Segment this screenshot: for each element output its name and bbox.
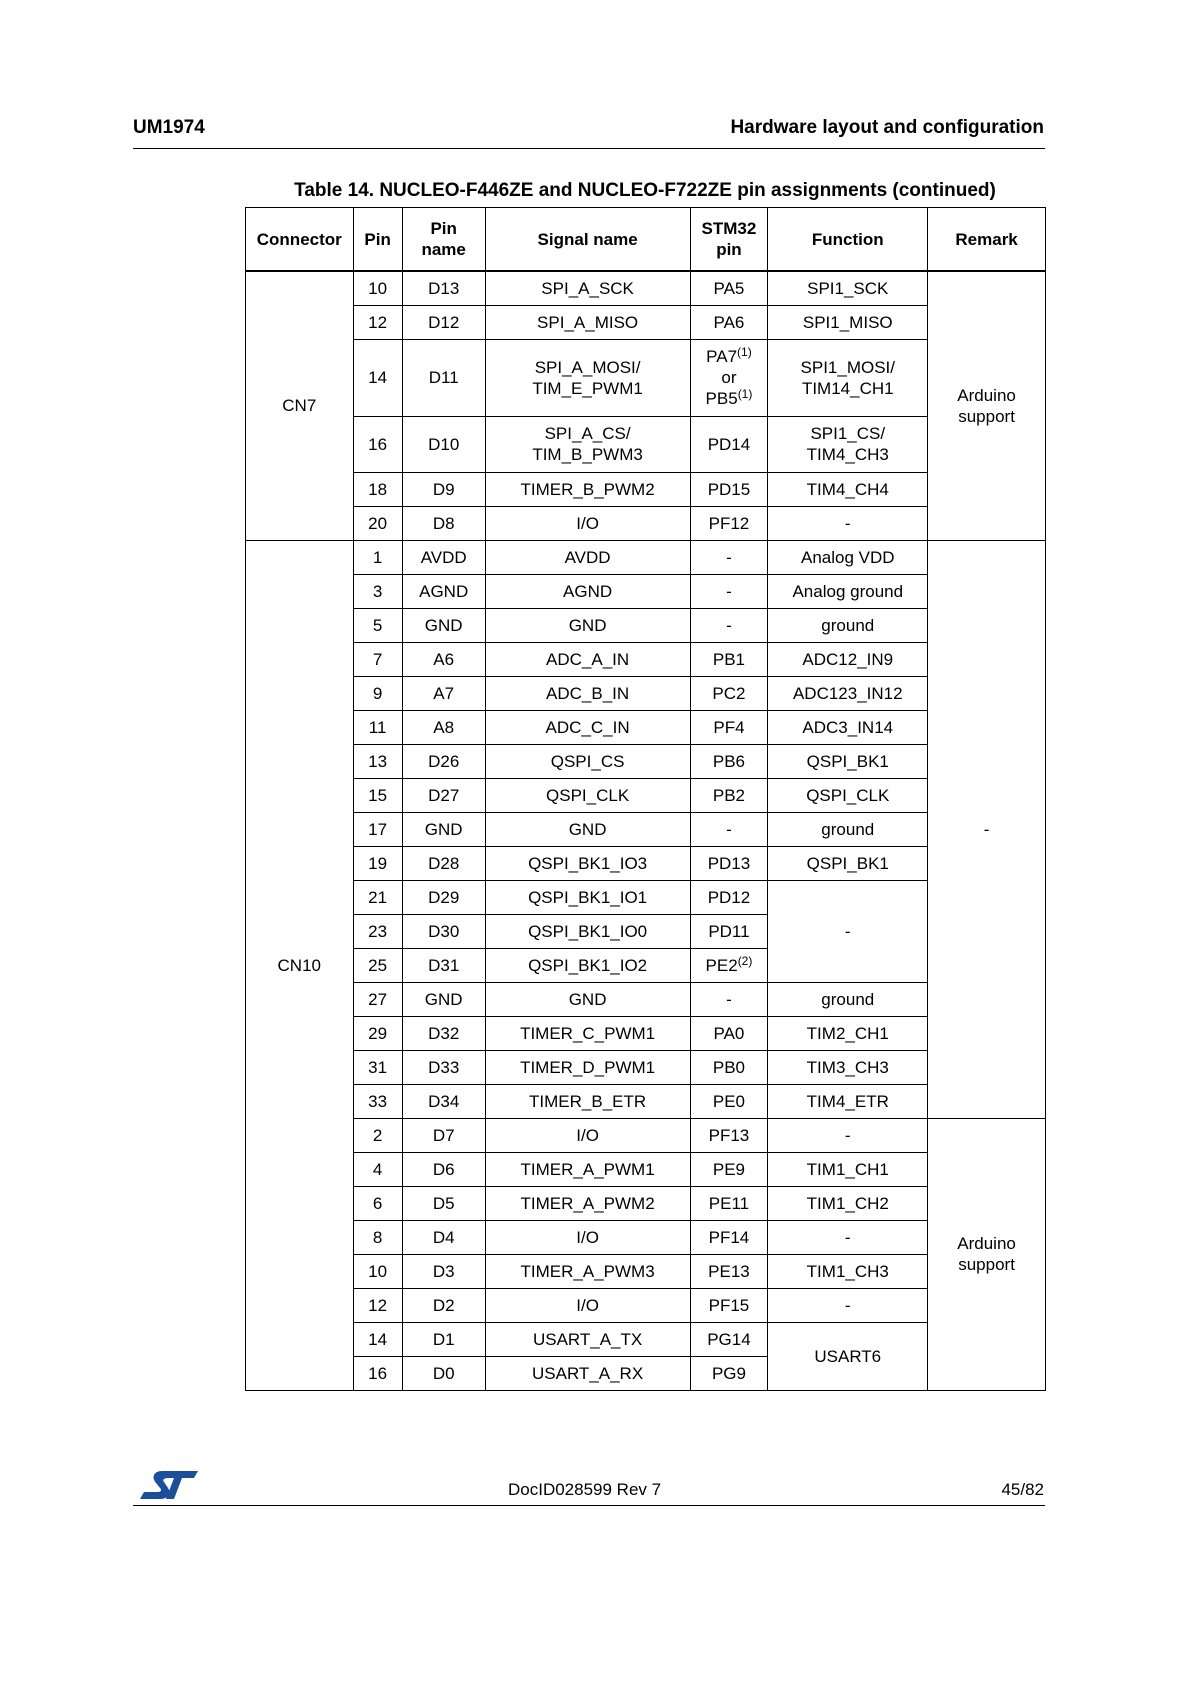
connector-cell: CN7 (246, 271, 354, 540)
signal-cell: I/O (485, 1220, 690, 1254)
function-cell: TIM1_CH3 (768, 1254, 928, 1288)
stm32-pin-cell: PE11 (690, 1186, 768, 1220)
table-row (246, 880, 1046, 914)
pin-cell: 21 (353, 880, 402, 914)
col-header-connector: Connector (246, 208, 354, 272)
stm32-pin-cell: PG9 (690, 1356, 768, 1390)
function-cell: ground (768, 608, 928, 642)
table-row (246, 846, 1046, 880)
stm32-pin-cell: PE2$^{(2)}$ (690, 948, 768, 982)
table-row (246, 1084, 1046, 1118)
function-cell: SPI1_MOSI/ TIM14_CH1 (768, 339, 928, 416)
pin-name-cell: D34 (402, 1084, 485, 1118)
function-cell: Analog ground (768, 574, 928, 608)
signal-cell: SPI_A_SCK (485, 271, 690, 305)
pin-cell: 8 (353, 1220, 402, 1254)
function-cell: SPI1_MISO (768, 305, 928, 339)
table-row (246, 1152, 1046, 1186)
table-row (246, 744, 1046, 778)
pin-cell: 14 (353, 339, 402, 416)
col-header-pin: Pin (353, 208, 402, 272)
stm32-pin-cell: PE9 (690, 1152, 768, 1186)
remark-cell: - (928, 540, 1046, 1118)
pin-name-cell: GND (402, 982, 485, 1016)
function-cell: - (768, 1118, 928, 1152)
pin-cell: 29 (353, 1016, 402, 1050)
pin-cell: 16 (353, 416, 402, 472)
signal-cell: ADC_B_IN (485, 676, 690, 710)
signal-cell: AVDD (485, 540, 690, 574)
signal-cell: I/O (485, 1288, 690, 1322)
signal-cell: QSPI_BK1_IO3 (485, 846, 690, 880)
pin-cell: 14 (353, 1322, 402, 1356)
pin-cell: 2 (353, 1118, 402, 1152)
table-row (246, 1118, 1046, 1152)
pin-name-cell: D0 (402, 1356, 485, 1390)
function-cell: ground (768, 812, 928, 846)
pin-name-cell: D6 (402, 1152, 485, 1186)
stm32-pin-cell: PD12 (690, 880, 768, 914)
stm32-pin-cell: PB2 (690, 778, 768, 812)
connector-cell: CN10 (246, 540, 354, 1390)
pin-name-cell: D12 (402, 305, 485, 339)
signal-cell: I/O (485, 1118, 690, 1152)
table-row (246, 271, 1046, 305)
function-cell: - (768, 1220, 928, 1254)
function-cell: - (768, 506, 928, 540)
function-cell: TIM1_CH2 (768, 1186, 928, 1220)
pin-cell: 6 (353, 1186, 402, 1220)
pin-cell: 19 (353, 846, 402, 880)
function-cell: ADC3_IN14 (768, 710, 928, 744)
table-row (246, 608, 1046, 642)
stm32-pin-cell: - (690, 982, 768, 1016)
pin-name-cell: AGND (402, 574, 485, 608)
function-cell: USART6 (768, 1322, 928, 1390)
table-row (246, 1050, 1046, 1084)
table-row (246, 472, 1046, 506)
pin-name-cell: D31 (402, 948, 485, 982)
pin-cell: 20 (353, 506, 402, 540)
function-cell: Analog VDD (768, 540, 928, 574)
col-header-function: Function (768, 208, 928, 272)
header-section-title: Hardware layout and configuration (730, 117, 1044, 138)
function-cell: TIM2_CH1 (768, 1016, 928, 1050)
footnote-ref: (1) (737, 387, 753, 401)
pin-cell: 17 (353, 812, 402, 846)
signal-cell: SPI_A_CS/ TIM_B_PWM3 (485, 416, 690, 472)
header-doc-code: UM1974 (133, 117, 205, 138)
signal-cell: TIMER_C_PWM1 (485, 1016, 690, 1050)
pin-name-cell: AVDD (402, 540, 485, 574)
table-row (246, 1322, 1046, 1356)
signal-cell: TIMER_A_PWM3 (485, 1254, 690, 1288)
signal-cell: TIMER_A_PWM2 (485, 1186, 690, 1220)
pin-cell: 7 (353, 642, 402, 676)
pin-name-cell: D32 (402, 1016, 485, 1050)
pin-name-cell: D8 (402, 506, 485, 540)
function-cell: SPI1_SCK (768, 271, 928, 305)
signal-cell: QSPI_BK1_IO1 (485, 880, 690, 914)
pin-name-cell: D7 (402, 1118, 485, 1152)
stm32-pin-cell: PA5 (690, 271, 768, 305)
pin-cell: 9 (353, 676, 402, 710)
table-row (246, 540, 1046, 574)
function-cell: QSPI_CLK (768, 778, 928, 812)
function-cell: TIM1_CH1 (768, 1152, 928, 1186)
pin-name-cell: D28 (402, 846, 485, 880)
signal-cell: USART_A_TX (485, 1322, 690, 1356)
pin-name-cell: D29 (402, 880, 485, 914)
stm32-pin-cell: PF13 (690, 1118, 768, 1152)
stm32-pin-cell: PD14 (690, 416, 768, 472)
pin-cell: 23 (353, 914, 402, 948)
stm32-pin-cell: PD11 (690, 914, 768, 948)
stm32-pin-cell: PE13 (690, 1254, 768, 1288)
pin-name-cell: D1 (402, 1322, 485, 1356)
stm32-pin-cell: PF12 (690, 506, 768, 540)
pin-cell: 33 (353, 1084, 402, 1118)
stm32-pin-cell: PF15 (690, 1288, 768, 1322)
pin-cell: 3 (353, 574, 402, 608)
pin-name-cell: A8 (402, 710, 485, 744)
signal-cell: QSPI_BK1_IO0 (485, 914, 690, 948)
function-cell: ground (768, 982, 928, 1016)
pin-cell: 27 (353, 982, 402, 1016)
pin-name-cell: D33 (402, 1050, 485, 1084)
col-header-signal-name: Signal name (485, 208, 690, 272)
pin-name-cell: D9 (402, 472, 485, 506)
signal-cell: I/O (485, 506, 690, 540)
footnote-ref: (1) (737, 345, 752, 359)
pin-name-cell: D4 (402, 1220, 485, 1254)
pin-cell: 25 (353, 948, 402, 982)
table-row (246, 982, 1046, 1016)
signal-cell: TIMER_B_ETR (485, 1084, 690, 1118)
stm32-pin-cell: - (690, 812, 768, 846)
function-cell: TIM3_CH3 (768, 1050, 928, 1084)
pin-name-cell: D26 (402, 744, 485, 778)
pin-name-cell: A6 (402, 642, 485, 676)
pin-cell: 31 (353, 1050, 402, 1084)
pin-name-cell: D10 (402, 416, 485, 472)
pin-cell: 1 (353, 540, 402, 574)
pin-cell: 15 (353, 778, 402, 812)
pin-cell: 12 (353, 305, 402, 339)
stm32-pin-cell: PB6 (690, 744, 768, 778)
pin-cell: 11 (353, 710, 402, 744)
stm32-pin-cell: PF14 (690, 1220, 768, 1254)
table-row (246, 1220, 1046, 1254)
pin-cell: 5 (353, 608, 402, 642)
signal-cell: GND (485, 812, 690, 846)
stm32-pin-cell: PB1 (690, 642, 768, 676)
pin-name-cell: GND (402, 608, 485, 642)
table-row (246, 1254, 1046, 1288)
table-header-row (246, 208, 1046, 272)
stm32-pin-cell: PC2 (690, 676, 768, 710)
table-row (246, 506, 1046, 540)
stm32-pin-cell: - (690, 608, 768, 642)
col-header-remark: Remark (928, 208, 1046, 272)
stm32-pin-cell: PD13 (690, 846, 768, 880)
table-row (246, 812, 1046, 846)
table-caption: Table 14. NUCLEO-F446ZE and NUCLEO-F722ZE pin assignments (continued) (294, 180, 996, 201)
table-row (246, 416, 1046, 472)
st-logo-shape (140, 1471, 198, 1499)
pin-name-cell: D13 (402, 271, 485, 305)
stm32-pin-cell: PA6 (690, 305, 768, 339)
signal-cell: QSPI_BK1_IO2 (485, 948, 690, 982)
pin-name-cell: D11 (402, 339, 485, 416)
remark-cell: Arduino support (928, 1118, 1046, 1390)
table-row (246, 1288, 1046, 1322)
signal-cell: USART_A_RX (485, 1356, 690, 1390)
header-rule (133, 148, 1045, 149)
pin-cell: 13 (353, 744, 402, 778)
signal-cell: ADC_A_IN (485, 642, 690, 676)
signal-cell: TIMER_A_PWM1 (485, 1152, 690, 1186)
table-row (246, 1186, 1046, 1220)
signal-cell: TIMER_D_PWM1 (485, 1050, 690, 1084)
st-logo (138, 1468, 200, 1507)
signal-cell: SPI_A_MOSI/ TIM_E_PWM1 (485, 339, 690, 416)
pin-cell: 18 (353, 472, 402, 506)
signal-cell: GND (485, 608, 690, 642)
footer-page-number: 45/82 (1001, 1480, 1044, 1499)
footnote-ref: (2) (737, 953, 753, 968)
remark-cell: Arduino support (928, 271, 1046, 540)
function-cell: - (768, 1288, 928, 1322)
stm32-pin-cell: PD15 (690, 472, 768, 506)
signal-cell: AGND (485, 574, 690, 608)
signal-cell: SPI_A_MISO (485, 305, 690, 339)
function-cell: - (768, 880, 928, 982)
pin-name-cell: D3 (402, 1254, 485, 1288)
pin-name-cell: D5 (402, 1186, 485, 1220)
signal-cell: TIMER_B_PWM2 (485, 472, 690, 506)
function-cell: QSPI_BK1 (768, 846, 928, 880)
stm32-pin-cell: PB0 (690, 1050, 768, 1084)
pin-cell: 10 (353, 1254, 402, 1288)
table-row (246, 676, 1046, 710)
pin-name-cell: D30 (402, 914, 485, 948)
pin-cell: 16 (353, 1356, 402, 1390)
table-row (246, 778, 1046, 812)
table-row (246, 1016, 1046, 1050)
table-row (246, 339, 1046, 416)
signal-cell: GND (485, 982, 690, 1016)
pin-name-cell: A7 (402, 676, 485, 710)
signal-cell: ADC_C_IN (485, 710, 690, 744)
stm32-pin-cell: - (690, 540, 768, 574)
function-cell: QSPI_BK1 (768, 744, 928, 778)
pin-name-cell: GND (402, 812, 485, 846)
table-row (246, 574, 1046, 608)
function-cell: ADC123_IN12 (768, 676, 928, 710)
stm32-pin-cell: PG14 (690, 1322, 768, 1356)
footer-rule (133, 1505, 1045, 1506)
stm32-pin-cell: PA0 (690, 1016, 768, 1050)
pin-cell: 10 (353, 271, 402, 305)
function-cell: SPI1_CS/ TIM4_CH3 (768, 416, 928, 472)
footer-doc-id: DocID028599 Rev 7 (508, 1480, 662, 1499)
stm32-pin-cell: PF4 (690, 710, 768, 744)
pin-name-cell: D27 (402, 778, 485, 812)
function-cell: ADC12_IN9 (768, 642, 928, 676)
function-cell: TIM4_CH4 (768, 472, 928, 506)
stm32-pin-cell: PA7$^{(1)}$ or PB5$^{(1)}$ (690, 339, 768, 416)
pin-cell: 12 (353, 1288, 402, 1322)
table-row (246, 305, 1046, 339)
pin-name-cell: D2 (402, 1288, 485, 1322)
pin-cell: 4 (353, 1152, 402, 1186)
signal-cell: QSPI_CLK (485, 778, 690, 812)
col-header-pin-name: Pin name (402, 208, 485, 272)
table-row (246, 710, 1046, 744)
signal-cell: QSPI_CS (485, 744, 690, 778)
stm32-pin-cell: PE0 (690, 1084, 768, 1118)
col-header-stm32-pin: STM32 pin (690, 208, 768, 272)
function-cell: TIM4_ETR (768, 1084, 928, 1118)
table-row (246, 642, 1046, 676)
pin-assignment-table (245, 207, 1046, 1391)
stm32-pin-cell: - (690, 574, 768, 608)
